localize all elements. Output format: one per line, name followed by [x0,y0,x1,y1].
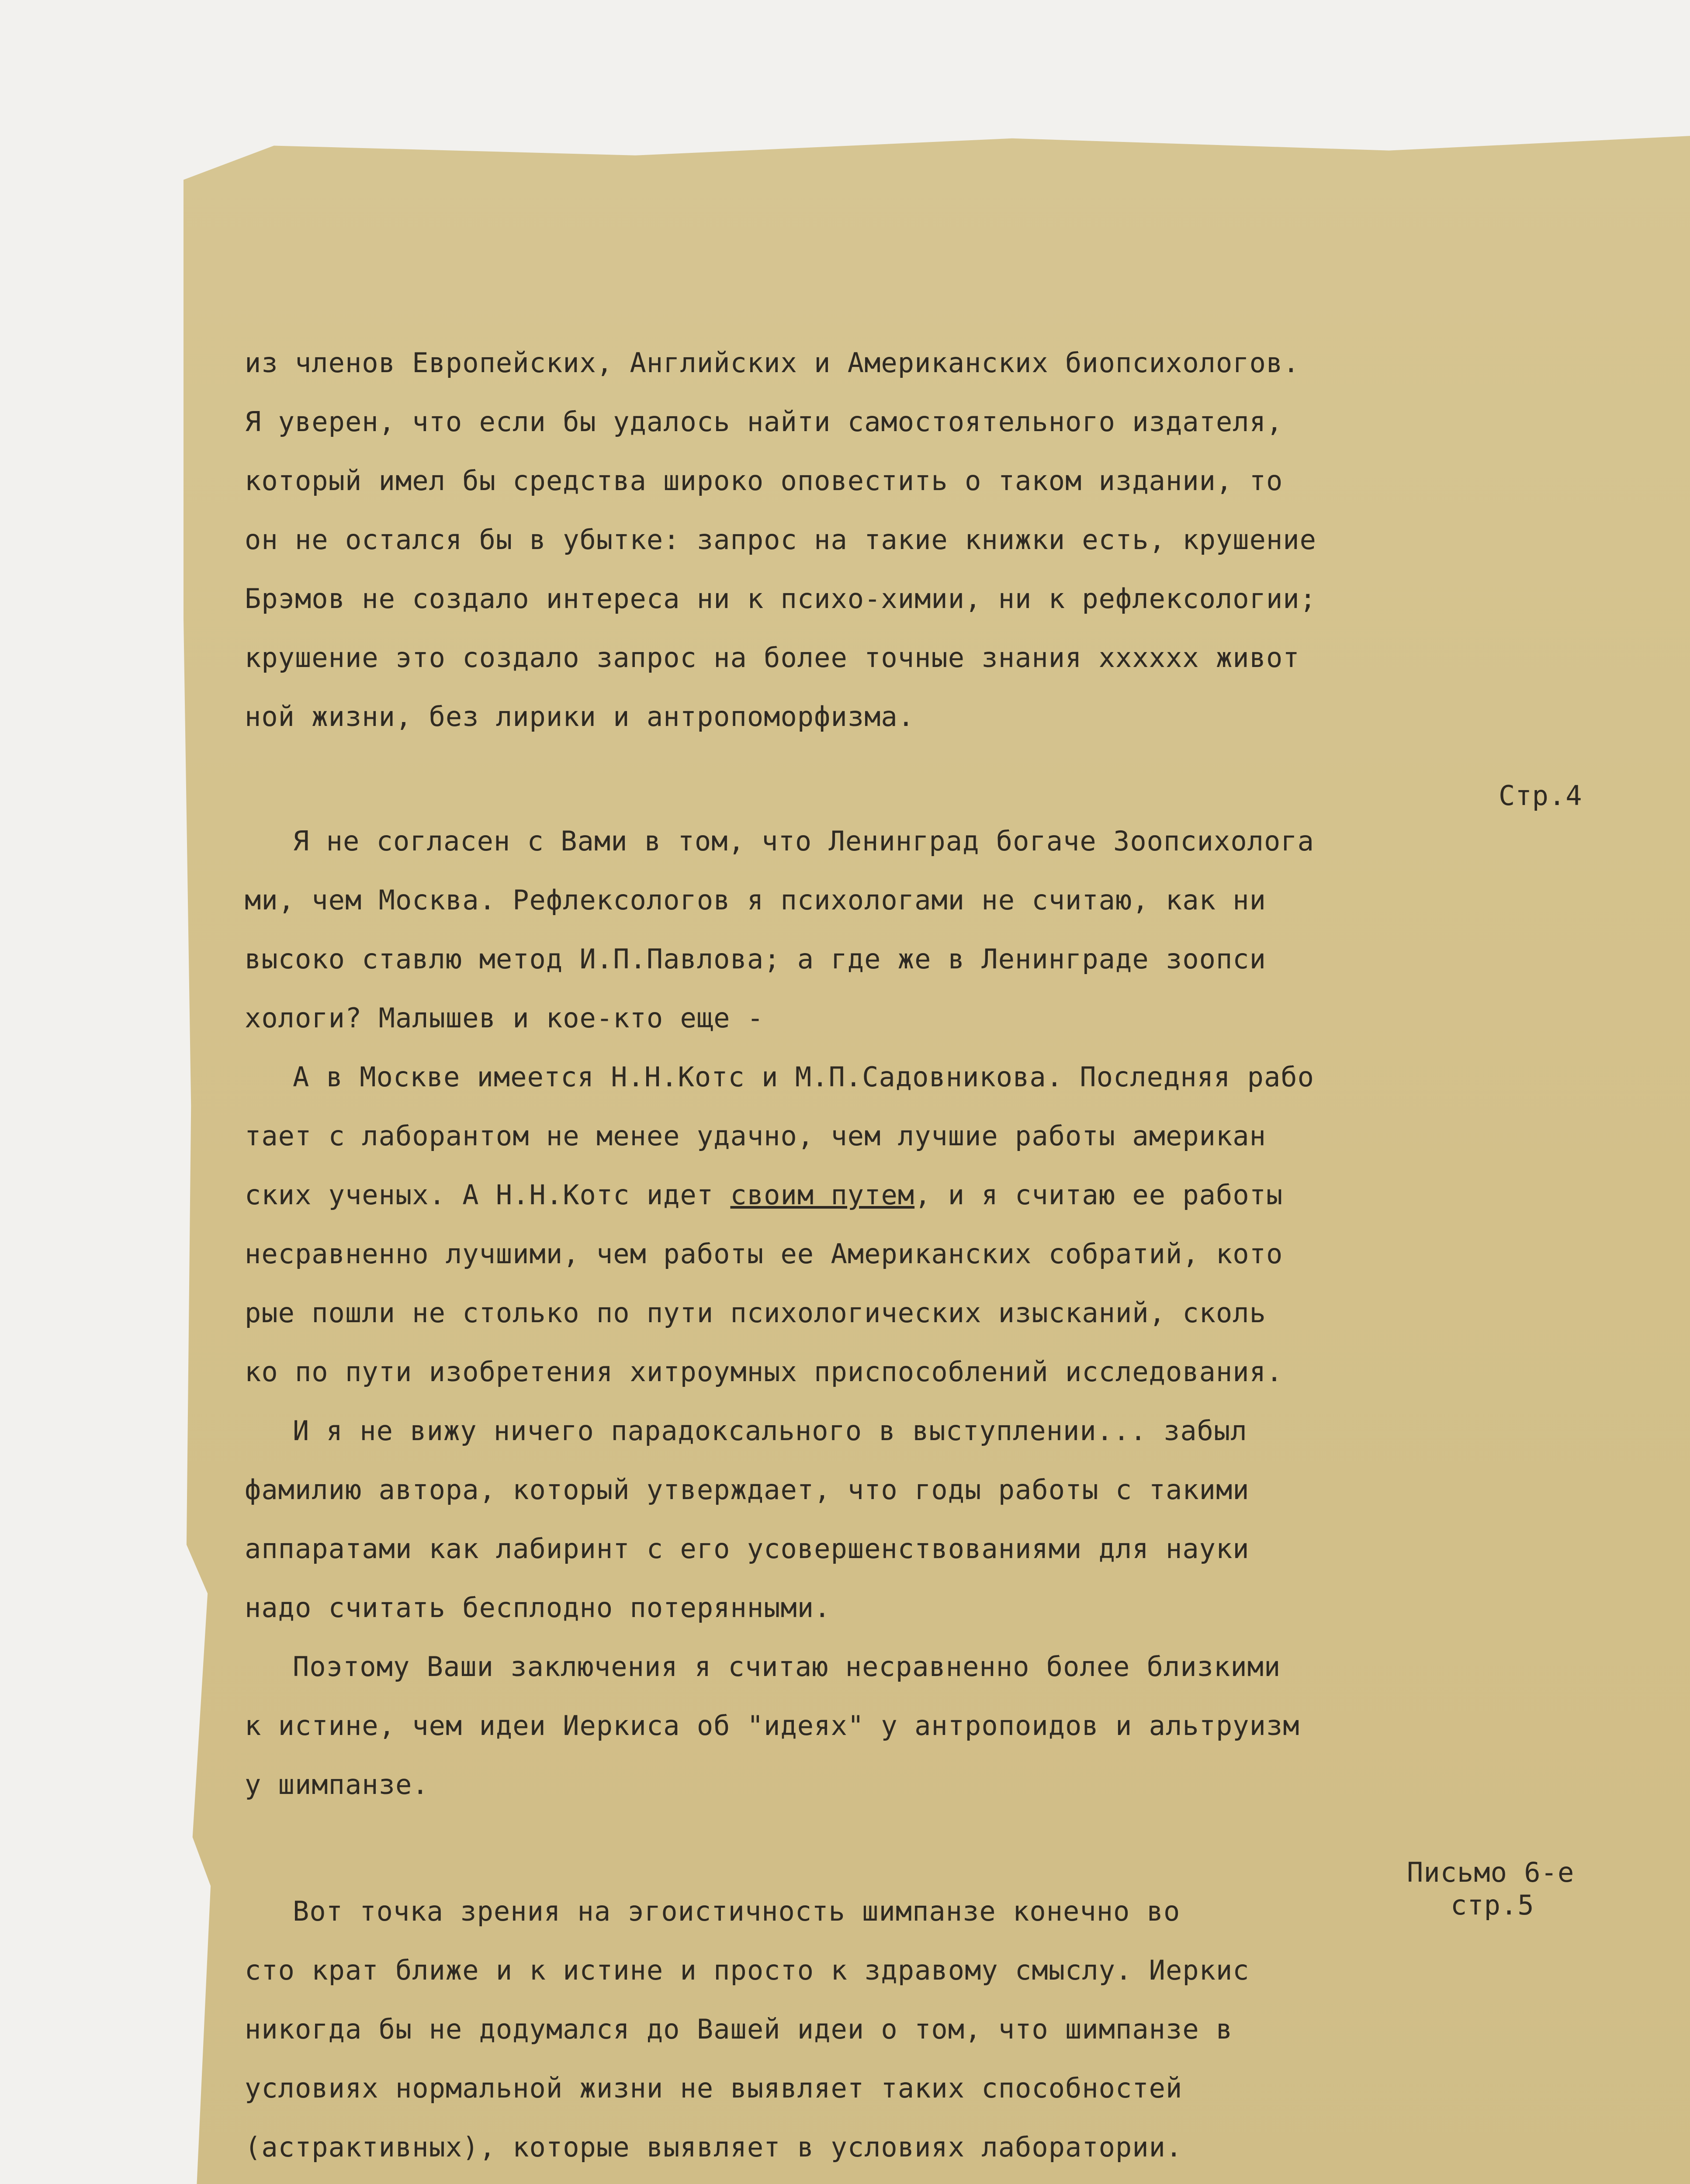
text-line: И я не вижу ничего парадоксального в выступлении... забыл [293,1415,1247,1447]
text-line: несравненно лучшими, чем работы ее Американских собратий, кото [245,1238,1283,1270]
text-line: А в Москве имеется Н.Н.Котс и М.П.Садовникова. Последняя рабо [293,1061,1314,1093]
text-line: у шимпанзе. [245,1769,429,1800]
text-line: Поэтому Ваши заключения я считаю несравненно более близкими [293,1651,1281,1683]
text-line: ко по пути изобретения хитроумных приспособлений исследования. [245,1356,1283,1388]
text-line-underlined [245,1179,1283,1211]
text-line: (астрактивных), которые выявляет в условиях лаборатории. [245,2131,1183,2163]
text-line: тает с лаборантом не менее удачно, чем лучшие работы американ [245,1120,1266,1152]
text-line: рые пошли не столько по пути психологических изысканий, сколь [245,1297,1266,1329]
text-line: никогда бы не додумался до Вашей идеи о том, что шимпанзе в [245,2013,1233,2045]
text-line: аппаратами как лабиринт с его усовершенствованиями для науки [245,1533,1250,1565]
underlined-phrase: своим путем [730,1179,915,1211]
text-line: крушение это создало запрос на более точные знания хххххх живот [245,642,1300,674]
letter-marker: Письмо 6-е [1407,1856,1575,1888]
text-line: Я уверен, что если бы удалось найти самостоятельного издателя, [245,406,1283,438]
text-line: условиях нормальной жизни не выявляет таких способностей [245,2072,1183,2104]
text-line: Брэмов не создало интереса ни к психо-химии, ни к рефлексологии; [245,583,1316,615]
text-line: Вот точка зрения на эгоистичность шимпанзе конечно во [293,1895,1181,1927]
text-line: который имел бы средства широко оповестить о таком издании, то [245,465,1283,497]
page-marker: Стр.4 [1499,780,1583,812]
text-line: из членов Европейских, Английских и Американских биопсихологов. [245,347,1300,379]
text-line: фамилию автора, который утверждает, что годы работы с такими [245,1474,1250,1506]
text-segment: ских ученых. А Н.Н.Котс идет [245,1179,731,1211]
text-line: к истине, чем идеи Иеркиса об "идеях" у антропоидов и альтруизм [245,1710,1300,1742]
text-line: Я не согласен с Вами в том, что Ленинград богаче Зоопсихолога [293,825,1314,857]
text-line: ми, чем Москва. Рефлексологов я психологами не считаю, как ни [245,884,1266,916]
text-segment: , и я считаю ее работы [914,1179,1283,1211]
text-line: надо считать бесплодно потерянными. [245,1592,831,1624]
text-line: ной жизни, без лирики и антропоморфизма. [245,701,915,733]
page-marker: стр.5 [1451,1889,1534,1921]
text-line: он не остался бы в убытке: запрос на такие книжки есть, крушение [245,524,1316,556]
text-line: высоко ставлю метод И.П.Павлова; а где же в Ленинграде зоопси [245,943,1266,975]
text-line: сто крат ближе и к истине и просто к здравому смыслу. Иеркис [245,1954,1250,1986]
text-line: хологи? Малышев и кое-кто еще - [245,1002,764,1034]
